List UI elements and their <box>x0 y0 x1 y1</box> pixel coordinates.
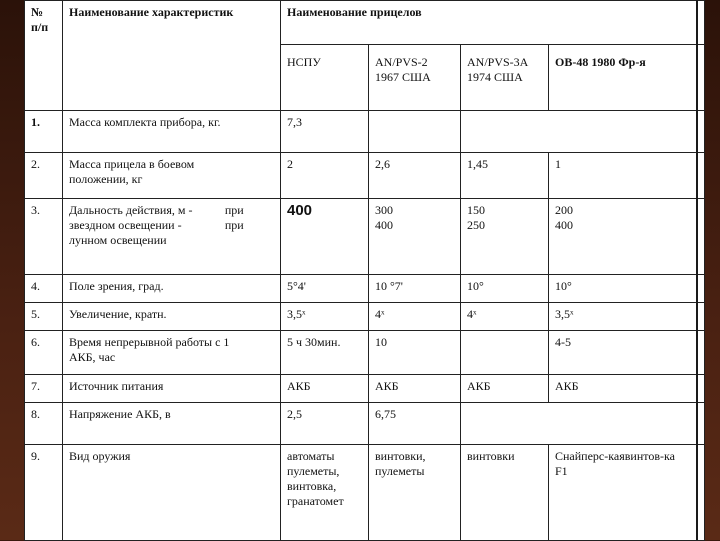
cell-an-pvs-2: 6,75 <box>369 403 461 445</box>
sights-comparison-table <box>24 0 705 541</box>
cell-an-pvs-2: 300 400 <box>369 199 461 275</box>
cell-ov-48: 3,5ˣ <box>549 303 705 331</box>
cell-ov-48: 200 400 <box>549 199 705 275</box>
range-label: Дальность действия, м - звездном освещении - лунном освещении <box>69 203 193 247</box>
cell-an-pvs-3a: винтовки <box>461 445 549 541</box>
subheader-an-pvs-2: AN/PVS-2 1967 США <box>369 45 461 111</box>
row-number: 5. <box>25 303 63 331</box>
right-border-line <box>696 0 698 540</box>
row-characteristic <box>63 199 281 275</box>
row-number: 8. <box>25 403 63 445</box>
row-number: 3. <box>25 199 63 275</box>
row-characteristic: Напряжение АКБ, в <box>63 403 281 445</box>
cell-an-pvs-2: АКБ <box>369 375 461 403</box>
cell-ov-48: 4-5 <box>549 331 705 375</box>
table-row <box>25 153 705 199</box>
table-row <box>25 375 705 403</box>
cell-an-pvs-3a: 4ˣ <box>461 303 549 331</box>
table-row <box>25 303 705 331</box>
cell-an-pvs-3a: АКБ <box>461 375 549 403</box>
cell-nspu: автоматы пулеметы, винтовка, гранатомет <box>281 445 369 541</box>
subheader-ov-48: ОВ-48 1980 Фр-я <box>549 45 705 111</box>
cell-nspu: 5 ч 30мин. <box>281 331 369 375</box>
cell-nspu: 5°4' <box>281 275 369 303</box>
cell-nspu: 3,5ˣ <box>281 303 369 331</box>
cell-an-pvs-2: 2,6 <box>369 153 461 199</box>
cell-nspu: 2 <box>281 153 369 199</box>
cell-an-pvs-2: 10 <box>369 331 461 375</box>
row-number: 4. <box>25 275 63 303</box>
row-characteristic: Вид оружия <box>63 445 281 541</box>
header-characteristic: Наименование характеристик <box>63 1 281 111</box>
cell-ov-48: Снайперс-каявинтов-ка F1 <box>549 445 705 541</box>
cell-an-pvs-2 <box>369 111 461 153</box>
row-characteristic: Источник питания <box>63 375 281 403</box>
row-number: 6. <box>25 331 63 375</box>
cell-nspu: 7,3 <box>281 111 369 153</box>
cell-nspu: АКБ <box>281 375 369 403</box>
header-number: № п/п <box>25 1 63 111</box>
row-characteristic: Поле зрения, град. <box>63 275 281 303</box>
cell-nspu: 400 <box>281 199 369 275</box>
cell-merged-empty <box>461 111 705 153</box>
cell-an-pvs-3a: 10° <box>461 275 549 303</box>
table-row <box>25 199 705 275</box>
cell-ov-48: 10° <box>549 275 705 303</box>
row-characteristic: Масса комплекта прибора, кг. <box>63 111 281 153</box>
cell-nspu: 2,5 <box>281 403 369 445</box>
cell-an-pvs-2: винтовки, пулеметы <box>369 445 461 541</box>
cell-an-pvs-3a: 150 250 <box>461 199 549 275</box>
cell-ov-48: АКБ <box>549 375 705 403</box>
subheader-an-pvs-3a: AN/PVS-3A 1974 США <box>461 45 549 111</box>
cell-an-pvs-2: 4ˣ <box>369 303 461 331</box>
cell-merged-empty <box>461 403 705 445</box>
row-number: 1. <box>25 111 63 153</box>
row-characteristic: Увеличение, кратн. <box>63 303 281 331</box>
table-row <box>25 331 705 375</box>
range-label-suffix: при при <box>224 203 244 232</box>
cell-ov-48: 1 <box>549 153 705 199</box>
subheader-nspu: НСПУ <box>281 45 369 111</box>
cell-an-pvs-2: 10 °7' <box>369 275 461 303</box>
cell-an-pvs-3a <box>461 331 549 375</box>
row-number: 7. <box>25 375 63 403</box>
row-number: 2. <box>25 153 63 199</box>
row-number: 9. <box>25 445 63 541</box>
table-row <box>25 111 705 153</box>
cell-an-pvs-3a: 1,45 <box>461 153 549 199</box>
table-header-row <box>25 1 705 45</box>
header-sights: Наименование прицелов <box>281 1 705 45</box>
row-characteristic: Масса прицела в боевом положении, кг <box>63 153 281 199</box>
row-characteristic: Время непрерывной работы с 1 АКБ, час <box>63 331 281 375</box>
table-row <box>25 445 705 541</box>
table-row <box>25 275 705 303</box>
table-row <box>25 403 705 445</box>
